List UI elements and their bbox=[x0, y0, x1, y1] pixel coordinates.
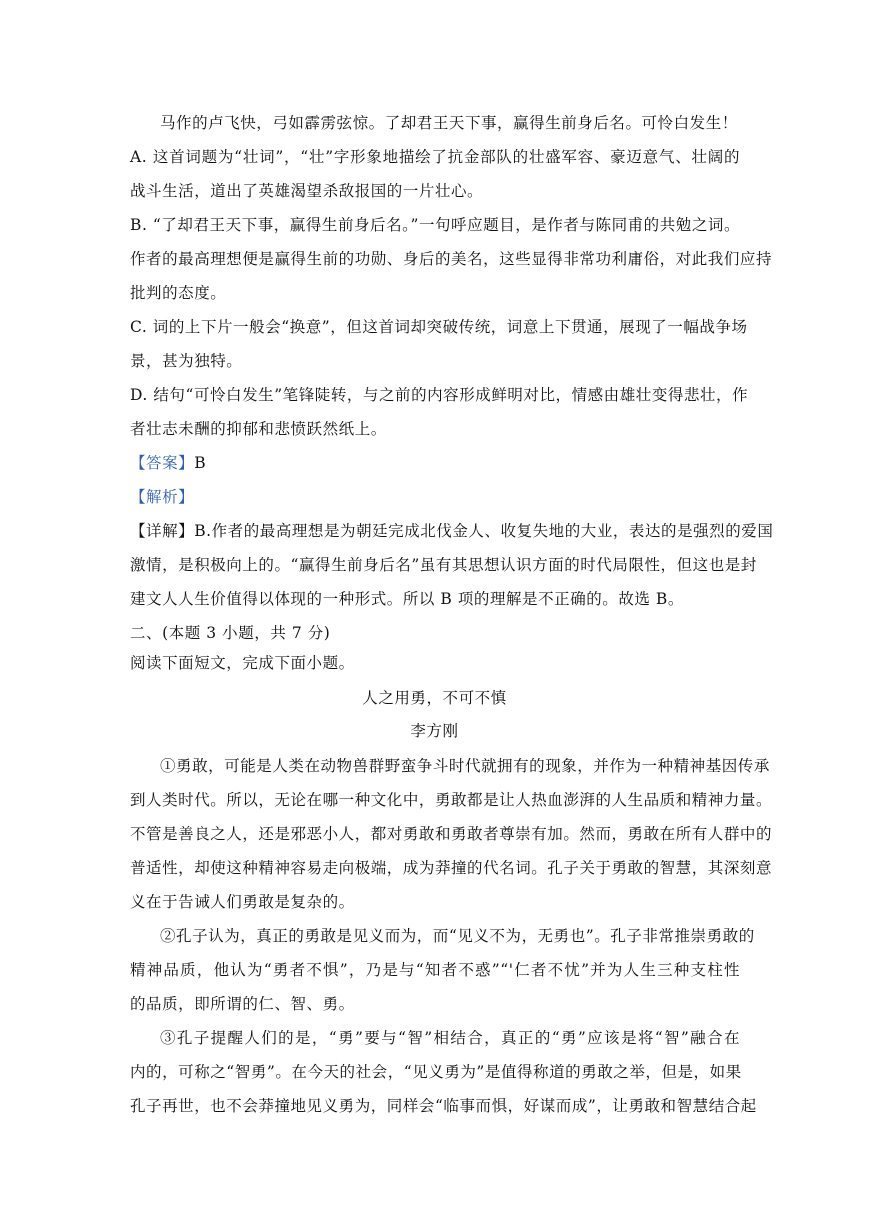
answer-label: 【答案】 bbox=[130, 454, 195, 472]
option-d-line-2: 者壮志未酬的抑郁和悲愤跃然纸上。 bbox=[130, 420, 387, 438]
article-para-1-line-3: 不管是善良之人，还是邪恶小人，都对勇敢和勇敢者尊崇有加。然而，勇敢在所有人群中的 bbox=[130, 825, 773, 843]
article-para-3-line-1: ③孔子提醒人们的是，“勇”要与“智”相结合，真正的“勇”应该是将“智”融合在 bbox=[160, 1029, 740, 1047]
detail-line-1: 【详解】B.作者的最高理想是为朝廷完成北伐金人、收复失地的大业，表达的是强烈的爱国 bbox=[130, 522, 774, 540]
article-para-3-line-3: 孔子再世，也不会莽撞地见义勇为，同样会“临事而惧，好谋而成”，让勇敢和智慧结合起 bbox=[130, 1097, 757, 1115]
option-c-line-2: 景，甚为独特。 bbox=[130, 352, 243, 370]
analysis-row bbox=[130, 487, 740, 507]
article-para-1-line-5: 义在于告诫人们勇敢是复杂的。 bbox=[130, 893, 355, 911]
poem-tail: 马作的卢飞快，弓如霹雳弦惊。了却君王天下事，赢得生前身后名。可怜白发生！ bbox=[160, 114, 738, 132]
option-a-line-1: A. 这首词题为“壮词”，“壮”字形象地描绘了抗金部队的壮盛军容、豪迈意气、壮阔的 bbox=[130, 148, 740, 166]
option-c-line-1: C. 词的上下片一般会“换意”，但这首词却突破传统，词意上下贯通，展现了一幅战争场 bbox=[130, 318, 748, 336]
section-instruction: 阅读下面短文，完成下面小题。 bbox=[130, 654, 355, 672]
option-d-line-1: D. 结句“可怜白发生”笔锋陡转，与之前的内容形成鲜明对比，情感由雄壮变得悲壮，作 bbox=[130, 386, 749, 404]
article-para-1-line-2: 到人类时代。所以，无论在哪一种文化中，勇敢都是让人热血澎湃的人生品质和精神力量。 bbox=[130, 791, 773, 809]
option-b-line-2: 作者的最高理想便是赢得生前的功勋、身后的美名，这些显得非常功利庸俗，对此我们应持 bbox=[130, 250, 773, 268]
detail-line-2: 激情，是积极向上的。“赢得生前身后名”虽有其思想认识方面的时代局限性，但这也是封 bbox=[130, 556, 757, 574]
article-para-2-line-1: ②孔子认为，真正的勇敢是见义而为，而“见义不为，无勇也”。孔子非常推崇勇敢的 bbox=[160, 927, 755, 945]
section-heading: 二、(本题 3 小题，共 7 分) bbox=[130, 624, 331, 642]
option-a-line-2: 战斗生活，道出了英雄渴望杀敌报国的一片壮心。 bbox=[130, 182, 484, 200]
option-b-line-3: 批判的态度。 bbox=[130, 284, 227, 302]
answer-value: B bbox=[194, 454, 207, 472]
analysis-label: 【解析】 bbox=[130, 488, 195, 506]
detail-line-3: 建文人人生价值得以体现的一种形式。所以 B 项的理解是不正确的。故选 B。 bbox=[130, 590, 684, 608]
article-para-1-line-1: ①勇敢，可能是人类在动物兽群野蛮争斗时代就拥有的现象，并作为一种精神基因传承 bbox=[160, 757, 770, 775]
article-para-1-line-4: 普适性，却使这种精神容易走向极端，成为莽撞的代名词。孔子关于勇敢的智慧，其深刻意 bbox=[130, 859, 773, 877]
article-author: 李方刚 bbox=[410, 722, 459, 740]
answer-row bbox=[130, 453, 740, 473]
article-para-2-line-3: 的品质，即所谓的仁、智、勇。 bbox=[130, 995, 355, 1013]
article-para-3-line-2: 内的，可称之“智勇”。在今天的社会，“见义勇为”是值得称道的勇敢之举，但是，如果 bbox=[130, 1063, 742, 1081]
article-title: 人之用勇，不可不慎 bbox=[362, 689, 507, 707]
option-b-line-1: B. “了却君王天下事，赢得生前身后名。”一句呼应题目，是作者与陈同甫的共勉之词。 bbox=[130, 216, 740, 234]
article-para-2-line-2: 精神品质，他认为“勇者不惧”，乃是与“知者不惑”“'仁者不忧”并为人生三种支柱性 bbox=[130, 961, 740, 979]
